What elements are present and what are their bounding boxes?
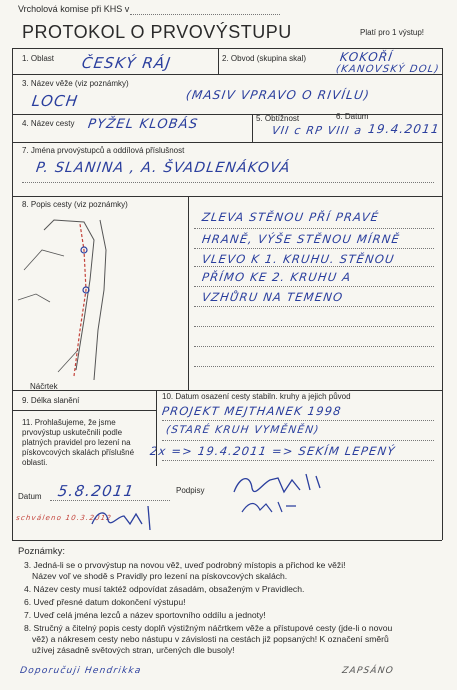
field-10-rule-2 [162, 440, 434, 441]
field-10-label: 10. Datum osazení cesty stabiln. kruhy a jejich původ [162, 392, 351, 401]
field-11-declaration: 11. Prohlašujeme, že jsme prvovýstup uskutečnili podle platných pravidel pro lezení na pískovcových skalách příslušné oblasti. [22, 418, 135, 467]
field-3-label: 3. Název věže (viz poznámky) [22, 79, 129, 88]
committee-line [130, 14, 280, 15]
desc-rule-5 [194, 306, 434, 307]
date-label: Datum [18, 492, 42, 501]
bottom-right-note: ZAPSÁNO [341, 666, 395, 676]
divider-4-5 [252, 114, 253, 142]
approval-label: schváleno 10.3.2012 [15, 514, 113, 522]
frame-right [442, 48, 443, 540]
field-7-line [22, 182, 434, 183]
field-4-label: 4. Název cesty [22, 119, 75, 128]
note-item: 4. Název cesty musí taktéž odpovídat zásadám, obsaženým v Pravidlech. [24, 584, 305, 594]
signatures-graphic [226, 462, 336, 518]
notes-heading: Poznámky: [18, 546, 65, 557]
note-item: 3. Jedná-li se o prvovýstup na novou věž, uveď podrobný místopis a přichod ke věži! [24, 560, 346, 570]
field-4-value: PYŽEL KLOBÁS [86, 117, 200, 132]
committee-label: Vrcholová komise při KHS v [18, 4, 130, 14]
signatures-label: Podpisy [176, 486, 205, 495]
field-10-line-3: 2x => 19.4.2011 => SEKÍM LEPENÝ [149, 444, 397, 458]
desc-rule-8 [194, 366, 434, 367]
field-10-rule-3 [162, 460, 434, 461]
valid-note: Platí pro 1 výstup! [360, 28, 425, 37]
field-8-label: 8. Popis cesty (viz poznámky) [22, 200, 128, 209]
row-8-bottom [12, 390, 442, 391]
description-line-1: ZLEVA STĚNOU PŘÍ PRAVÉ [201, 210, 381, 224]
desc-rule-4 [194, 286, 434, 287]
row-1-bottom [12, 74, 442, 75]
field-7-label: 7. Jména prvovýstupců a oddílová příslušnost [22, 146, 185, 155]
row-4-bottom [12, 142, 442, 143]
field-2-value-2: (KANOVSKÝ DOL) [335, 64, 441, 75]
note-item: 6. Uveď přesné datum dokončení výstupu! [24, 597, 186, 607]
note-item: 8. Stručný a čitelný popis cesty doplň výstižným náčrtkem věže a přístupové cesty (jde-li o novou [24, 623, 393, 633]
row-7-bottom [12, 196, 442, 197]
frame-bottom [12, 540, 442, 541]
desc-rule-2 [194, 248, 434, 249]
field-10-rule-1 [162, 420, 434, 421]
desc-rule-3 [194, 266, 434, 267]
row-9-bottom [12, 410, 156, 411]
row-3-bottom [12, 114, 442, 115]
sketch-label: Náčrtek [30, 382, 58, 391]
frame-left [12, 48, 13, 540]
field-2-label: 2. Obvod (skupina skal) [222, 54, 307, 63]
note-item: Název voľ ve shodě s Pravidly pro lezení na pískovcových skalách. [32, 571, 288, 581]
field-1-label: 1. Oblast [22, 54, 55, 63]
field-3-value: LOCH [30, 92, 80, 110]
desc-rule-1 [194, 228, 434, 229]
field-6-value: 19.4.2011 [367, 122, 441, 136]
field-1-value: ČESKÝ RÁJ [80, 54, 173, 72]
field-7-value: P. SLANINA , A. ŠVADLENÁKOVÁ [34, 160, 292, 176]
bottom-left-note: Doporučuji Hendrikka [19, 666, 143, 676]
date-value: 5.8.2011 [56, 482, 136, 500]
field-10-line-2: (STARÉ KRUH VYMĚNĚN) [165, 424, 321, 436]
note-item: užívej zásadně světových stran, určených dle busoly! [32, 645, 235, 655]
page-title: PROTOKOL O PRVOVÝSTUPU [22, 22, 292, 42]
field-9-label: 9. Délka slanění [22, 396, 80, 405]
note-item: 7. Uveď celá jména lezců a název sportovního oddílu a jednoty! [24, 610, 266, 620]
field-2-value-1: KOKOŘÍ [339, 50, 395, 64]
description-line-2: HRANĚ, VÝŠE STĚNOU MÍRNĚ [201, 232, 402, 246]
desc-rule-6 [194, 326, 434, 327]
description-line-4: PŘÍMO KE 2. KRUHU A [201, 270, 353, 284]
field-3-note: (MASIV VPRAVO O RIVÍLU) [185, 88, 371, 102]
frame-top [12, 48, 442, 49]
field-5-value: VII c RP VIII a [271, 124, 364, 137]
divider-1-2 [218, 48, 219, 74]
approval-signature [88, 500, 160, 536]
sketch-divider [188, 196, 189, 390]
field-6-label: 6. Datum [336, 112, 369, 121]
field-10-line-1: PROJEKT MEJTHANEK 1998 [161, 404, 343, 418]
divider-9-10 [156, 390, 157, 466]
description-line-3: VLEVO K 1. KRUHU. STĚNOU [201, 252, 396, 266]
description-line-5: VZHŮRU NA TEMENO [201, 290, 345, 304]
field-5-label: 5. Obtížnost [256, 114, 300, 123]
note-item: věž) a nákresem cesty nebo nástupu v závislosti na cestách již popsaných! K označení směrů [32, 634, 389, 644]
desc-rule-7 [194, 346, 434, 347]
route-sketch [14, 210, 190, 390]
